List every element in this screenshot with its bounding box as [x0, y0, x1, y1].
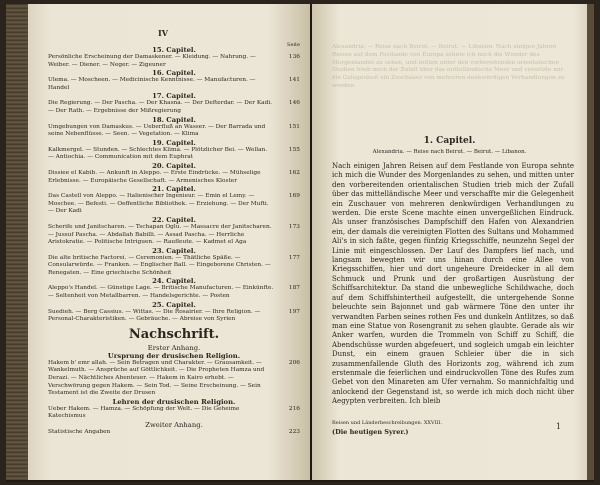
- toc-page-number: 187: [288, 285, 300, 292]
- toc-entry: [48, 429, 300, 437]
- toc-entry-text: Persönliche Erscheinung der Damaskener. — Kleidung. — Nahrung. — Weiber. — Diener. — Neger. — Zigeuner: [48, 54, 256, 68]
- toc-entry: [48, 193, 300, 216]
- toc-entry: [48, 360, 300, 398]
- toc-entry: [48, 309, 300, 324]
- toc-page-number: 223: [288, 429, 300, 435]
- toc-entry: [48, 54, 300, 69]
- chapter-heading: Ursprung der drusischen Religion.: [107, 351, 241, 360]
- toc-page-number: 146: [288, 100, 300, 107]
- right-page: [312, 4, 587, 480]
- toc-entry-text: Die alte britische Factorei. — Ceremonien. — Thätliche Späße. — Consularwürde. — Franken. — Englischer Ball. — Eingeborene Christen. — Renegaten. — Eine griechische Schönheit: [48, 254, 271, 276]
- toc-page-number: 177: [288, 254, 300, 261]
- toc-entry-text: Ulema. — Moscheen. — Medicinische Kenntnisse. — Manufacturen. — Handel: [48, 77, 256, 91]
- book-title-footer: (Die heutigen Syrer.): [332, 428, 409, 436]
- section-heading: Nachschrift.: [128, 326, 220, 342]
- chapter-heading: 19. Capitel.: [152, 138, 196, 147]
- open-book: [6, 4, 594, 482]
- chapter-heading: 20. Capitel.: [152, 161, 196, 170]
- chapter-heading: 21. Capitel.: [152, 185, 196, 194]
- book-spine-edge: [6, 4, 28, 480]
- toc-page-number: 169: [288, 193, 300, 200]
- left-page: [28, 4, 310, 480]
- toc-entry: [48, 170, 300, 185]
- toc-entry: [48, 124, 300, 139]
- toc-entry-text: Hakem b' emr allah. — Sein Betragen und Charakter. — Grausamkeit. — Wankelmuth. — Ansprüche auf Göttlichkeit. — Die Propheten Hamza und Derazi. — Nächtliches Abenteuer. — Hakem in Kairo erhebt. — Verschwörung gegen Hakem. — Sein Tod. — Seine Erscheinung. — Sein Testament ist die Zweite der Drusen: [48, 359, 265, 397]
- table-of-contents: [48, 46, 300, 437]
- chapter-heading: 17. Capitel.: [152, 92, 196, 101]
- chapter-heading: 18. Capitel.: [152, 115, 196, 124]
- toc-entry: [48, 255, 300, 278]
- toc-page-number: 216: [288, 405, 300, 412]
- toc-entry-text: Dissiee el Kabib. — Ankunft in Aleppo. — Erste Eindrücke. — Mühselige Erlebnisse. — Europäische Gesellschaft. — Armenisches Kloster: [48, 169, 261, 184]
- toc-entry-text: Ueber Hakem. — Hamza. — Schöpfung der Welt. — Die Geheime Katechismus: [48, 405, 240, 420]
- chapter-heading: 22. Capitel.: [152, 215, 196, 224]
- toc-entry-text: Statistische Angaben: [48, 429, 111, 435]
- toc-page-number: 162: [288, 169, 300, 176]
- toc-entry-text: Umgebungen von Damaskus. — Ueberfluß an Wasser. — Der Barrada und seine Nebenflüsse. — Seen. — Vegetation. — Klima: [48, 123, 266, 138]
- toc-entry: [48, 77, 300, 92]
- toc-entry-text: Suedieh. — Berg Cassius. — Wittas. — Die Rosairier. — Ihre Religion. — Personal-Charakteristiken. — Gebräuche. — Abreise von Syrien: [48, 308, 261, 323]
- toc-entry: [48, 224, 300, 247]
- toc-entry: [48, 147, 300, 162]
- toc-entry: [48, 406, 300, 421]
- chapter-heading: 16. Capitel.: [152, 69, 196, 78]
- toc-entry-text: Aleppo's Handel. — Günstige Lage. — Britische Manufacturen. — Einkünfte. — Seltenheit von Metallbarren. — Handelsgerichte. — Posten: [48, 285, 274, 300]
- chapter-body: Nach einigen Jahren Reisen auf dem Festlande von Europa sehnte ich mich die Wunder des Morgenlandes zu sehen, und mitten unter den vorbereitenden orientalischen Studien trieb mich der Zufall über das mittelländische Meer und verschaffte mir die Gelegenheit ein Zuschauer von mehreren denkwürdigen Verhandlungen zu werden. Die erste Scene machte einen unvergeßlichen Eindruck. Als unser französisches Dampfschiff den Hafen von Alexandrien ein, der damals die vereinigten Flotten des Sultans und Mohammed Ali's in sich faßte, gegen fünfzig Kriegsschiffe, neunzehn Segel der Linie mit eingeschlossen. Der Lauf des Dampfers lief nach, und langsam bewegten wir uns hinan durch eine Allee von Kriegsschiffen, hier und dort ungeheure Dreidecker in all dem Schmuck und Prunk und der großartigen Ausrüstung der Schiffsarchitektur. Da stand die unbewegliche Schildwache, doch auf dem Schiffshintertheil aufgestellt, die untergehende Sonne beleuchte sein Bajonnet und gab wärmere Töne den unter ihr verwandten Farben seines rothen Fes und dunkeln Antlitzes, so daß man eine Statue von Rosengranit zu sehen glaubte. Gerade als wir Anker warfen, wurden die Trommeln von Schiff zu Schiff, die Abendschüsse wurden abgefeuert, und sogleich umgab ein leichter Dunst, ein einem grauen Schleier über die in sich zusammenfallende Gluth des Horizonts zog, während ich zum erstenmale die feierlichen und eindruckvollen Töne des Rufes zum Gebet von den Minareten am Ufer vernahm. So mannichfaltig und anlockend der Gegenstand ist, so werde ich mich doch nicht über Aegypten verbreiten. Ich bleib: [332, 162, 574, 406]
- toc-page-number: 173: [288, 223, 300, 230]
- chapter-heading: 24. Capitel.: [152, 277, 196, 286]
- toc-page-number: 197: [288, 308, 300, 315]
- toc-page-number: 151: [288, 123, 300, 130]
- toc-entry: [48, 285, 300, 300]
- chapter-heading: Lehren der drusischen Religion.: [112, 397, 236, 406]
- seite-label: Seite: [287, 42, 300, 48]
- page-number: 1: [555, 422, 561, 431]
- chapter-heading: 15. Capitel.: [152, 46, 196, 54]
- chapter-heading: 23. Capitel.: [152, 246, 196, 255]
- toc-page-number: 206: [288, 359, 300, 366]
- appendix-heading: Erster Anhang.: [147, 343, 201, 352]
- toc-page-number: 155: [288, 146, 300, 153]
- series-footer: Reisen und Länderbeschreibungen. XXVIII.: [332, 420, 443, 426]
- page-edge: [587, 4, 594, 480]
- toc-entry-text: Kalkmergel. — Stunden. — Schlechtes Klima. — Plötzlicher Bei. — Wellan. — Antiochia. — Communication mit dem Euphrat: [48, 146, 268, 161]
- toc-entry-text: Scherife und Janitscharen. — Tschapan Oglu. — Massacre der Janitscharen. — Jussuf Pascha. — Abdallah Babilli. — Assad Pascha. — Herrliche Aristokratie. — Politische Intriguen. — Raufleute. — Kadmet el Aga: [48, 223, 272, 246]
- toc-entry-text: Die Regierung. — Der Pascha. — Der Khasna. — Der Defterdar. — Der Kadi. — Der Rath. — Ergebnisse der Mißregierung: [48, 100, 273, 114]
- bleed-through-text: Alexandria. — Reise nach Beirut. — Beirut. — Libanon. Nach einigen Jahren Reisen auf dem Festlande von Europa sehnte ich mich die Wunder des Morgenlandes zu sehen, und mitten unter den vorbereitenden orientalischen Studien trieb mich der Zufall über das mittelländische Meer und versetzte mir die Gelegenheit ein Zuschauer von mehreren denkwürdigen Verhandlungen zu werden.: [332, 44, 565, 89]
- chapter-title: 1. Capitel.: [423, 136, 476, 146]
- chapter-heading: 25. Capitel.: [152, 300, 196, 309]
- toc-entry: [48, 100, 300, 115]
- toc-page-number: 136: [288, 54, 300, 60]
- toc-entry-text: Das Castell von Aleppo. — Italienischer Ingenieur. — Emin el Lemy. — Moschee. — Befesti. — Oeffentliche Bibliothek. — Erziehung. — Der Mufti. — Der Kadi: [48, 193, 269, 215]
- page-roman-numeral: IV: [158, 28, 168, 38]
- appendix-heading: Zweiter Anhang.: [145, 421, 203, 429]
- toc-page-number: 141: [288, 77, 300, 84]
- chapter-subtitle: Alexandria. — Reise nach Beirut. — Beirut. — Libanon.: [372, 149, 527, 155]
